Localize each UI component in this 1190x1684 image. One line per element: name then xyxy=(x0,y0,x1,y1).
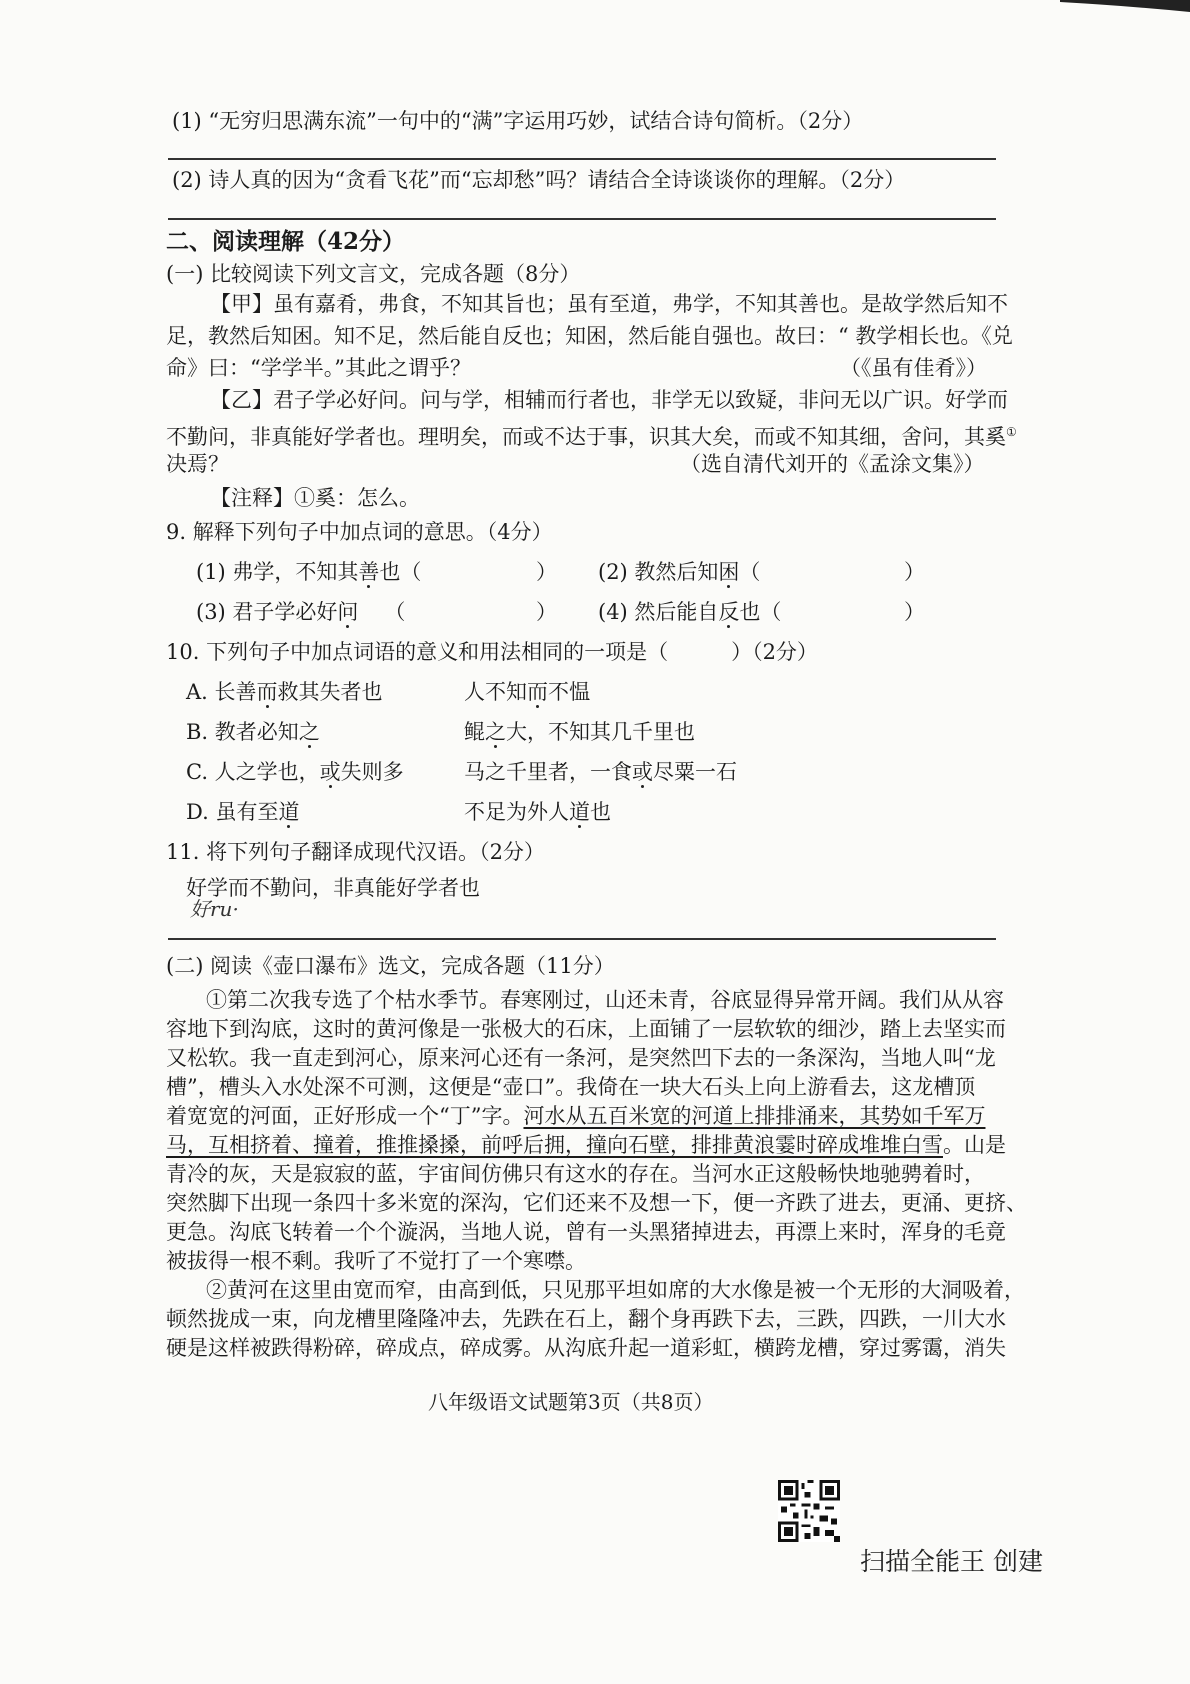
part1-title: (一) 比较阅读下列文言文，完成各题（8分） xyxy=(166,262,581,286)
page-footer: 八年级语文试题第3页（共8页） xyxy=(428,1390,714,1414)
section-heading-reading: 二、阅读理解（42分） xyxy=(166,228,406,255)
p1-line-8: 突然脚下出现一条四十多米宽的深沟，它们还来不及想一下，便一齐跌了进去，更涌、更挤、 xyxy=(166,1191,1027,1215)
q9-item-4: (4) 然后能自反也（ xyxy=(598,600,782,624)
yi-source: （选自清代刘开的《孟涂文集》） xyxy=(680,452,985,476)
annotation-note: 【注释】①奚：怎么。 xyxy=(210,486,420,510)
jia-line-1: 【甲】虽有嘉肴，弗食，不知其旨也；虽有至道，弗学，不知其善也。是故学然后知不 xyxy=(210,292,1008,316)
question-2: (2) 诗人真的因为“贪看飞花”而“忘却愁”吗？请结合全诗谈谈你的理解。（2分） xyxy=(172,168,906,192)
q10-option-c-left: C. 人之学也，或失则多 xyxy=(186,760,404,784)
q9-title: 9. 解释下列句子中加点词的意思。（4分） xyxy=(166,520,553,544)
q9-item-1: (1) 弗学，不知其善也（ xyxy=(196,560,422,584)
p1-line-6: 马，互相挤着、撞着，推推搡搡，前呼后拥，撞向石壁，排排黄浪霎时碎成堆堆白雪。山是 xyxy=(166,1133,1006,1157)
q10-title: 10. 下列句子中加点词语的意义和用法相同的一项是（ ）（2分） xyxy=(166,640,818,664)
part2-title: (二) 阅读《壶口瀑布》选文，完成各题（11分） xyxy=(166,954,615,978)
q9-blank-1-close: ） xyxy=(536,560,557,584)
q9-blank-2-close: ） xyxy=(904,560,925,584)
p1-line-10: 被拔得一根不剩。我听了不觉打了一个寒噤。 xyxy=(166,1249,586,1273)
jia-line-3: 命》曰：“学学半。”其此之谓乎？ xyxy=(166,356,471,380)
p2-line-2: 顿然拢成一束，向龙槽里隆隆冲去，先跌在石上，翻个身再跌下去，三跌，四跌，一川大水 xyxy=(166,1307,1006,1331)
yi-line-1: 【乙】君子学必好问。问与学，相辅而行者也，非学无以致疑，非问无以广识。好学而 xyxy=(210,388,1008,412)
p1-line-9: 更急。沟底飞转着一个个漩涡，当地人说，曾有一头黑猪掉进去，再漂上来时，浑身的毛竟 xyxy=(166,1220,1006,1244)
q10-option-a-right: 人不知而不愠 xyxy=(464,680,590,704)
yi-line-2: 不勤问，非真能好学者也。理明矣，而或不达于事，识其大矣，而或不知其细，舍问，其奚① xyxy=(166,425,1017,449)
q10-option-d-left: D. 虽有至道 xyxy=(186,800,300,824)
answer-line-3 xyxy=(168,938,996,940)
p1-line-1: ①第二次我专选了个枯水季节。春寒刚过，山还未青，谷底显得异常开阔。我们从从容 xyxy=(206,988,1004,1012)
p1-line-3: 又松软。我一直走到河心，原来河心还有一条河，是突然凹下去的一条深沟，当地人叫“龙 xyxy=(166,1046,996,1070)
p1-line-7: 青冷的灰，天是寂寂的蓝，宇宙间仿佛只有这水的存在。当河水正这般畅快地驰骋着时， xyxy=(166,1162,985,1186)
p2-line-3: 硬是这样被跌得粉碎，碎成点，碎成雾。从沟底升起一道彩虹，横跨龙槽，穿过雾霭，消失 xyxy=(166,1336,1006,1360)
q10-option-b-left: B. 教者必知之 xyxy=(186,720,320,744)
scan-corner-mark xyxy=(1060,0,1190,16)
q11-title: 11. 将下列句子翻译成现代汉语。（2分） xyxy=(166,840,545,864)
q9-blank-3-close: ） xyxy=(536,600,557,624)
p1-line-4: 槽”，槽头入水处深不可测，这便是“壶口”。我倚在一块大石头上向上游看去，这龙槽顶 xyxy=(166,1075,976,1099)
answer-line-2 xyxy=(168,218,996,220)
q9-blank-4-close: ） xyxy=(904,600,925,624)
handwritten-answer: 好ru· xyxy=(190,897,239,921)
qr-code-icon xyxy=(778,1480,840,1542)
q10-option-b-right: 鲲之大，不知其几千里也 xyxy=(464,720,695,744)
p1-line-2: 容地下到沟底，这时的黄河像是一张极大的石床，上面铺了一层软软的细沙，踏上去坚实而 xyxy=(166,1017,1006,1041)
underlined-sentence: 河水从五百米宽的河道上排排涌来，其势如千军万 xyxy=(523,1104,986,1128)
answer-line-1 xyxy=(168,158,996,160)
jia-line-2: 足，教然后知困。知不足，然后能自反也；知困，然后能自强也。故曰：“ 教学相长也。《兑 xyxy=(166,324,1013,348)
question-1: (1) “无穷归思满东流”一句中的“满”字运用巧妙，试结合诗句简析。（2分） xyxy=(172,109,864,133)
q11-sentence: 好学而不勤问，非真能好学者也 xyxy=(186,876,480,900)
q9-item-3: (3) 君子学必好问 （ xyxy=(196,600,406,624)
jia-source: （《虽有佳肴》） xyxy=(840,356,987,380)
p2-line-1: ②黄河在这里由宽而窄，由高到低，只见那平坦如席的大水像是被一个无形的大洞吸着， xyxy=(206,1278,1025,1302)
yi-line-3: 决焉？ xyxy=(166,452,229,476)
q10-option-a-left: A. 长善而救其失者也 xyxy=(186,680,383,704)
q10-option-d-right: 不足为外人道也 xyxy=(464,800,611,824)
q10-option-c-right: 马之千里者，一食或尽粟一石 xyxy=(464,760,737,784)
scanner-watermark: 扫描全能王 创建 xyxy=(860,1547,1043,1576)
p1-line-5: 着宽宽的河面，正好形成一个“丁”字。河水从五百米宽的河道上排排涌来，其势如千军万 xyxy=(166,1104,986,1128)
q9-item-2: (2) 教然后知困（ xyxy=(598,560,761,584)
